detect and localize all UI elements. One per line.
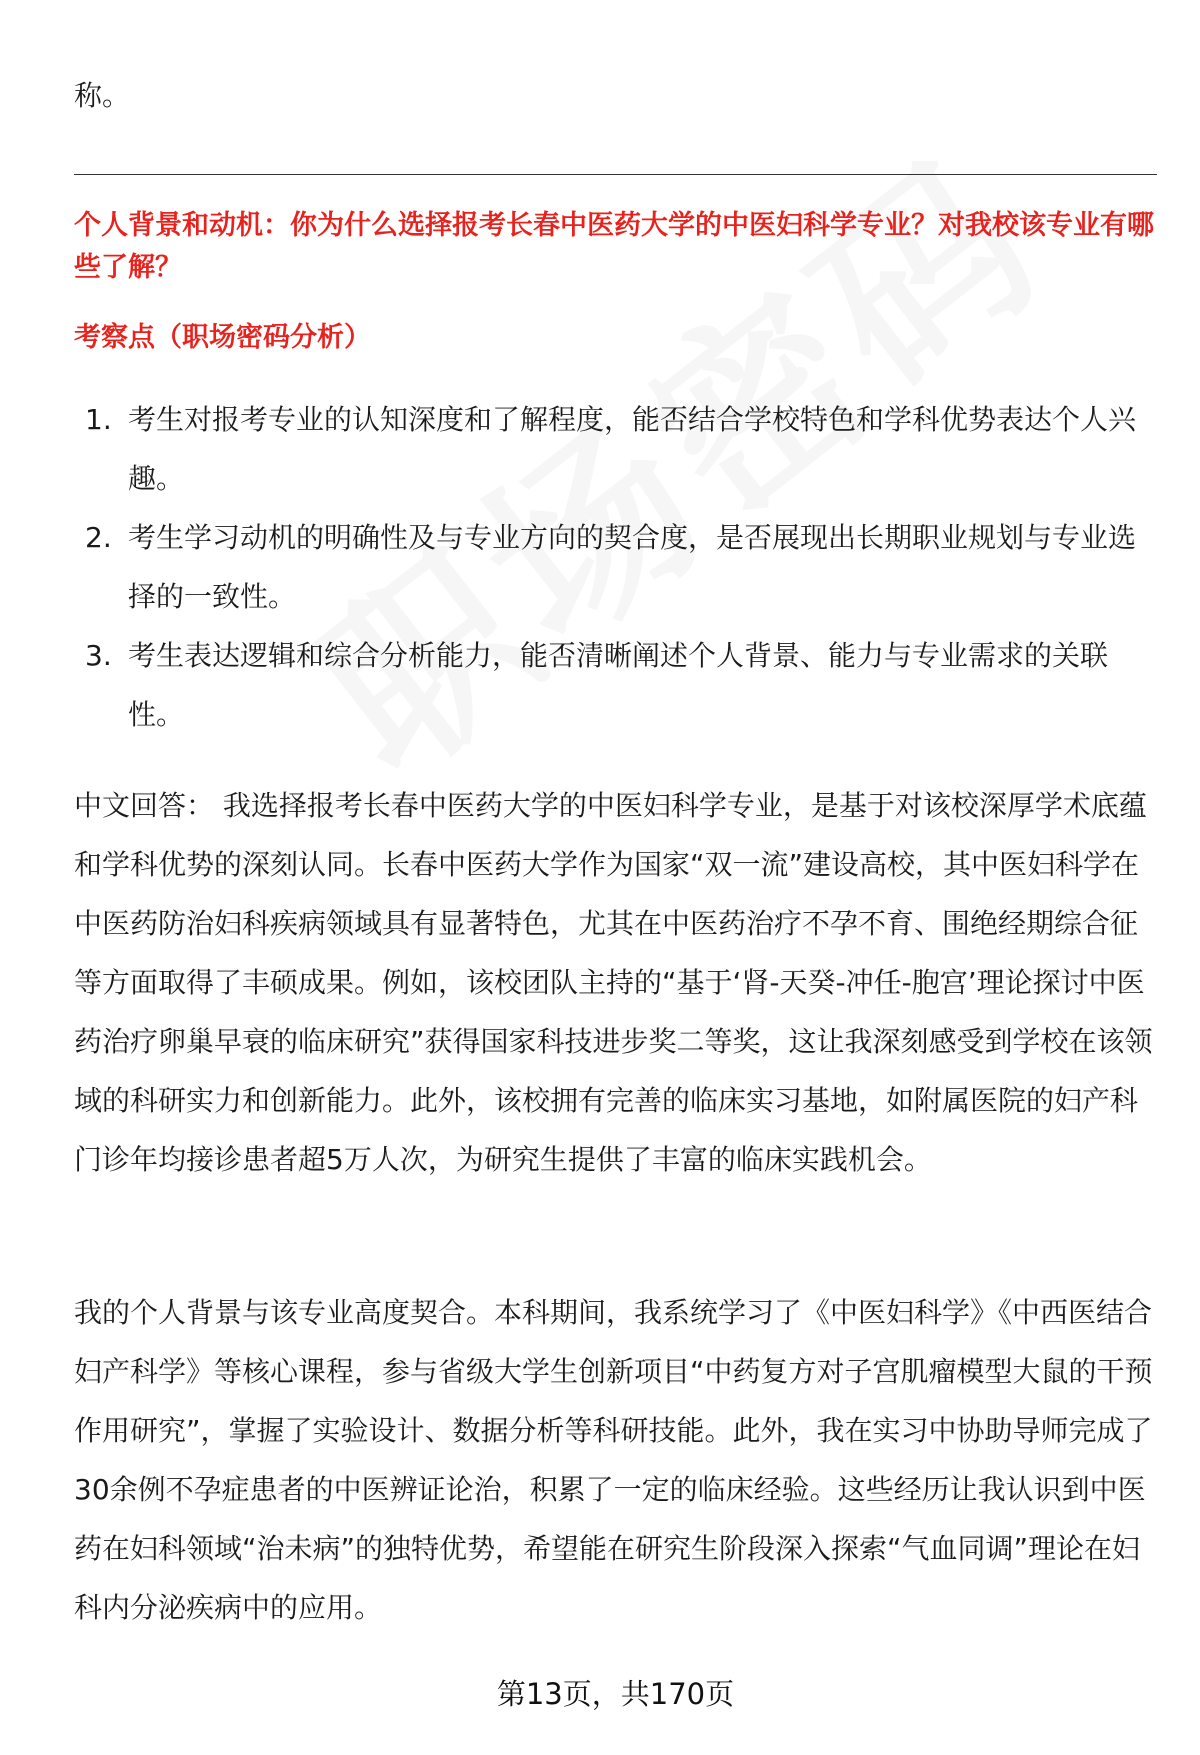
points-list <box>74 390 1157 744</box>
answer-paragraph-2: 我的个人背景与该专业高度契合。本科期间，我系统学习了《中医妇科学》《中西医结合妇产科学》等核心课程，参与省级大学生创新项目“中药复方对子宫肌瘤模型大鼠的干预作用研究”，掌握了实验设计、数据分析等科研技能。此外，我在实习中协助导师完成了30余例不孕症患者的中医辨证论治，积累了一定的临床经验。这些经历让我认识到中医药在妇科领域“治未病”的独特优势，希望能在研究生阶段深入探索“气血同调”理论在妇科内分泌疾病中的应用。 <box>74 1296 1153 1624</box>
carryover-text: 称。 <box>74 79 131 112</box>
list-item-text: 考生对报考专业的认知深度和了解程度，能否结合学校特色和学科优势表达个人兴趣。 <box>128 403 1137 495</box>
page-number: 第13页，共170页 <box>496 1677 735 1711</box>
list-item-text: 考生学习动机的明确性及与专业方向的契合度，是否展现出长期职业规划与专业选择的一致性。 <box>128 521 1137 613</box>
list-item-text: 考生表达逻辑和综合分析能力，能否清晰阐述个人背景、能力与专业需求的关联性。 <box>128 639 1109 731</box>
list-item <box>74 626 1157 744</box>
list-item-number: 2. <box>85 521 112 554</box>
list-item <box>74 390 1157 508</box>
points-heading: 考察点（职场密码分析） <box>74 322 371 353</box>
list-item-number: 3. <box>85 639 112 672</box>
question-heading: 个人背景和动机：你为什么选择报考长春中医药大学的中医妇科学专业？对我校该专业有哪些了解？ <box>74 210 1154 283</box>
answer-paragraph-1: 中文回答： 我选择报考长春中医药大学的中医妇科学专业，是基于对该校深厚学术底蕴和学科优势的深刻认同。长春中医药大学作为国家“双一流”建设高校，其中医妇科学在中医药防治妇科疾病领域具有显著特色，尤其在中医药治疗不孕不育、围绝经期综合征等方面取得了丰硕成果。例如，该校团队主持的“基于‘肾-天癸-冲任-胞宫’理论探讨中医药治疗卵巢早衰的临床研究”获得国家科技进步奖二等奖，这让我深刻感受到学校在该领域的科研实力和创新能力。此外，该校拥有完善的临床实习基地，如附属医院的妇产科门诊年均接诊患者超5万人次，为研究生提供了丰富的临床实践机会。 <box>74 789 1153 1176</box>
document-page <box>74 0 1157 1755</box>
list-item <box>74 508 1157 626</box>
section-divider <box>74 174 1157 175</box>
list-item-number: 1. <box>85 403 112 436</box>
